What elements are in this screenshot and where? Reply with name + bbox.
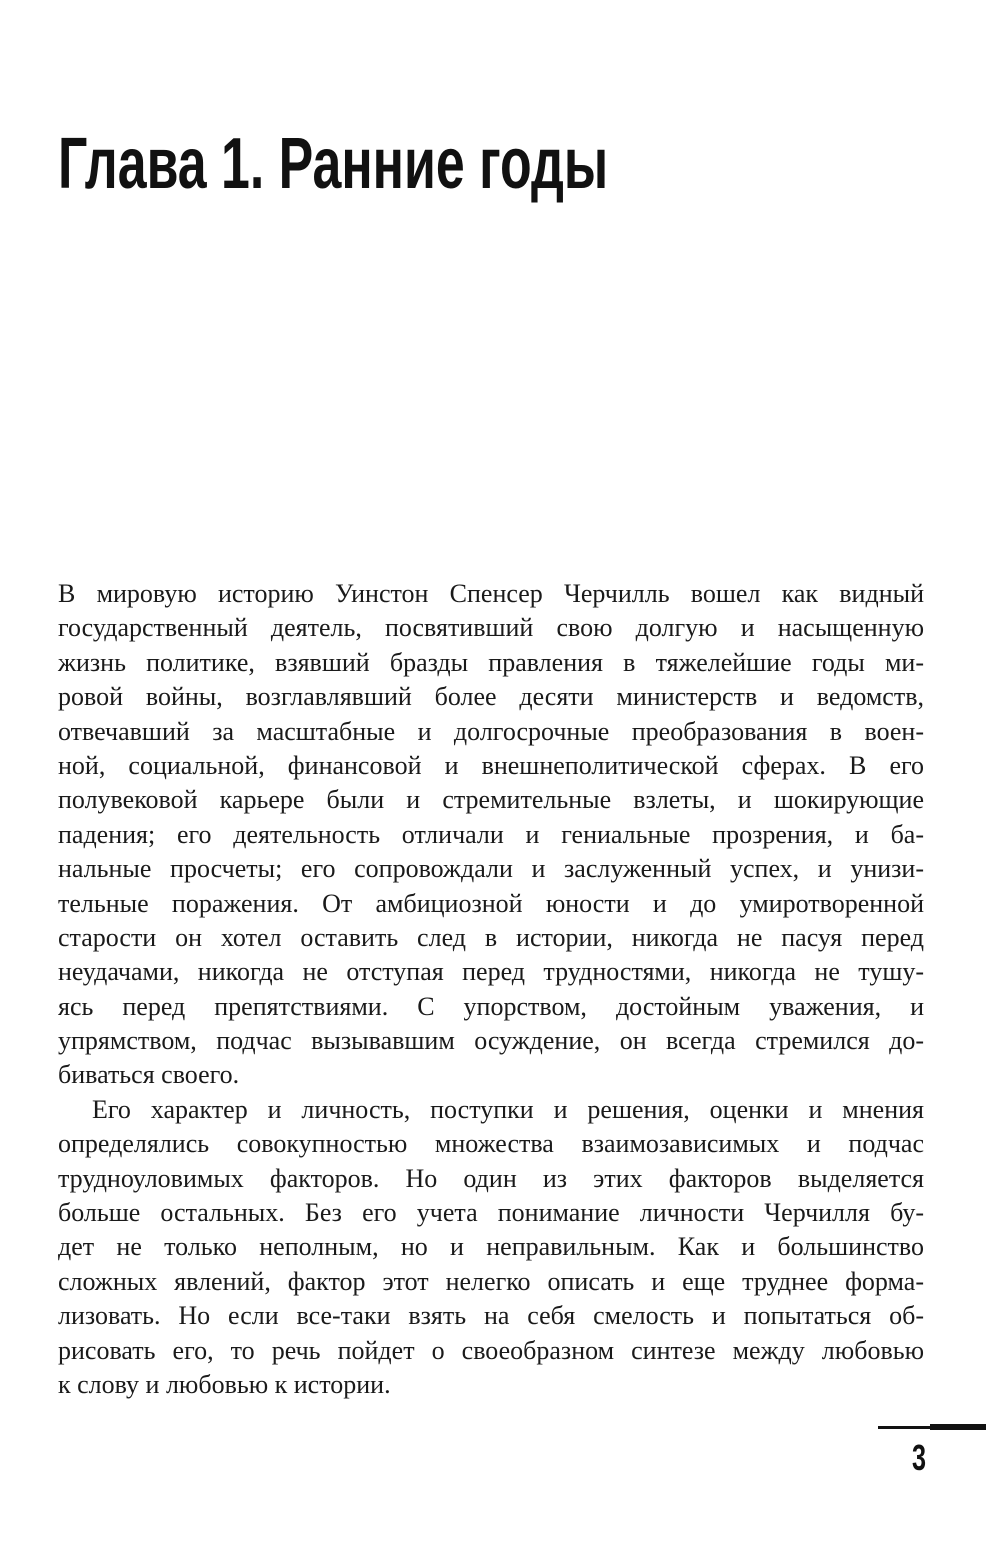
chapter-body xyxy=(58,577,924,1402)
text-line: ной, социальной, финансовой и внешнеполитической сферах. В его xyxy=(58,750,924,780)
paragraph-1 xyxy=(58,577,924,1093)
text-line: лизовать. Но если все-таки взять на себя смелость и попытаться об- xyxy=(58,1301,924,1331)
text-line: ровой войны, возглавлявший более десяти министерств и ведомств, xyxy=(58,682,924,712)
page-number: 3 xyxy=(912,1437,927,1478)
text-line: ясь перед препятствиями. С упорством, достойным уважения, и xyxy=(58,991,924,1021)
text-line: к слову и любовью к истории. xyxy=(58,1369,391,1399)
text-line: Его характер и личность, поступки и решения, оценки и мнения xyxy=(92,1094,924,1124)
footer-rule-accent xyxy=(930,1424,986,1430)
text-line: старости он хотел оставить след в истории, никогда не пасуя перед xyxy=(58,922,924,952)
text-line: сложных явлений, фактор этот нелегко описать и еще труднее форма- xyxy=(58,1266,924,1296)
text-line: полувековой карьере были и стремительные взлеты, и шокирующие xyxy=(58,785,924,815)
text-line: дет не только неполным, но и неправильным. Как и большинство xyxy=(58,1232,924,1262)
text-line: больше остальных. Без его учета понимание личности Черчилля бу- xyxy=(58,1198,924,1228)
text-line: биваться своего. xyxy=(58,1060,240,1090)
paragraph-2 xyxy=(58,1093,924,1403)
text-line: отвечавший за масштабные и долгосрочные преобразования в воен- xyxy=(58,716,924,746)
text-line: падения; его деятельность отличали и гениальные прозрения, и ба- xyxy=(58,819,924,849)
chapter-title: Глава 1. Ранние годы xyxy=(58,124,609,204)
text-line: нальные просчеты; его сопровождали и заслуженный успех, и унизи- xyxy=(58,854,924,884)
text-line: упрямством, подчас вызывавшим осуждение, он всегда стремился до- xyxy=(58,1026,924,1056)
text-line: неудачами, никогда не отступая перед трудностями, никогда не тушу- xyxy=(58,957,924,987)
text-line: В мировую историю Уинстон Спенсер Черчилль вошел как видный xyxy=(58,579,924,608)
text-line: государственный деятель, посвятивший свою долгую и насыщенную xyxy=(58,613,924,643)
text-line: жизнь политике, взявший бразды правления в тяжелейшие годы ми- xyxy=(58,647,924,677)
text-line: определялись совокупностью множества взаимозависимых и подчас xyxy=(58,1129,924,1159)
text-line: трудноуловимых факторов. Но один из этих факторов выделяется xyxy=(58,1163,924,1193)
text-line: тельные поражения. От амбициозной юности и до умиротворенной xyxy=(58,888,924,918)
text-line: рисовать его, то речь пойдет о своеобразном синтезе между любовью xyxy=(58,1335,924,1365)
